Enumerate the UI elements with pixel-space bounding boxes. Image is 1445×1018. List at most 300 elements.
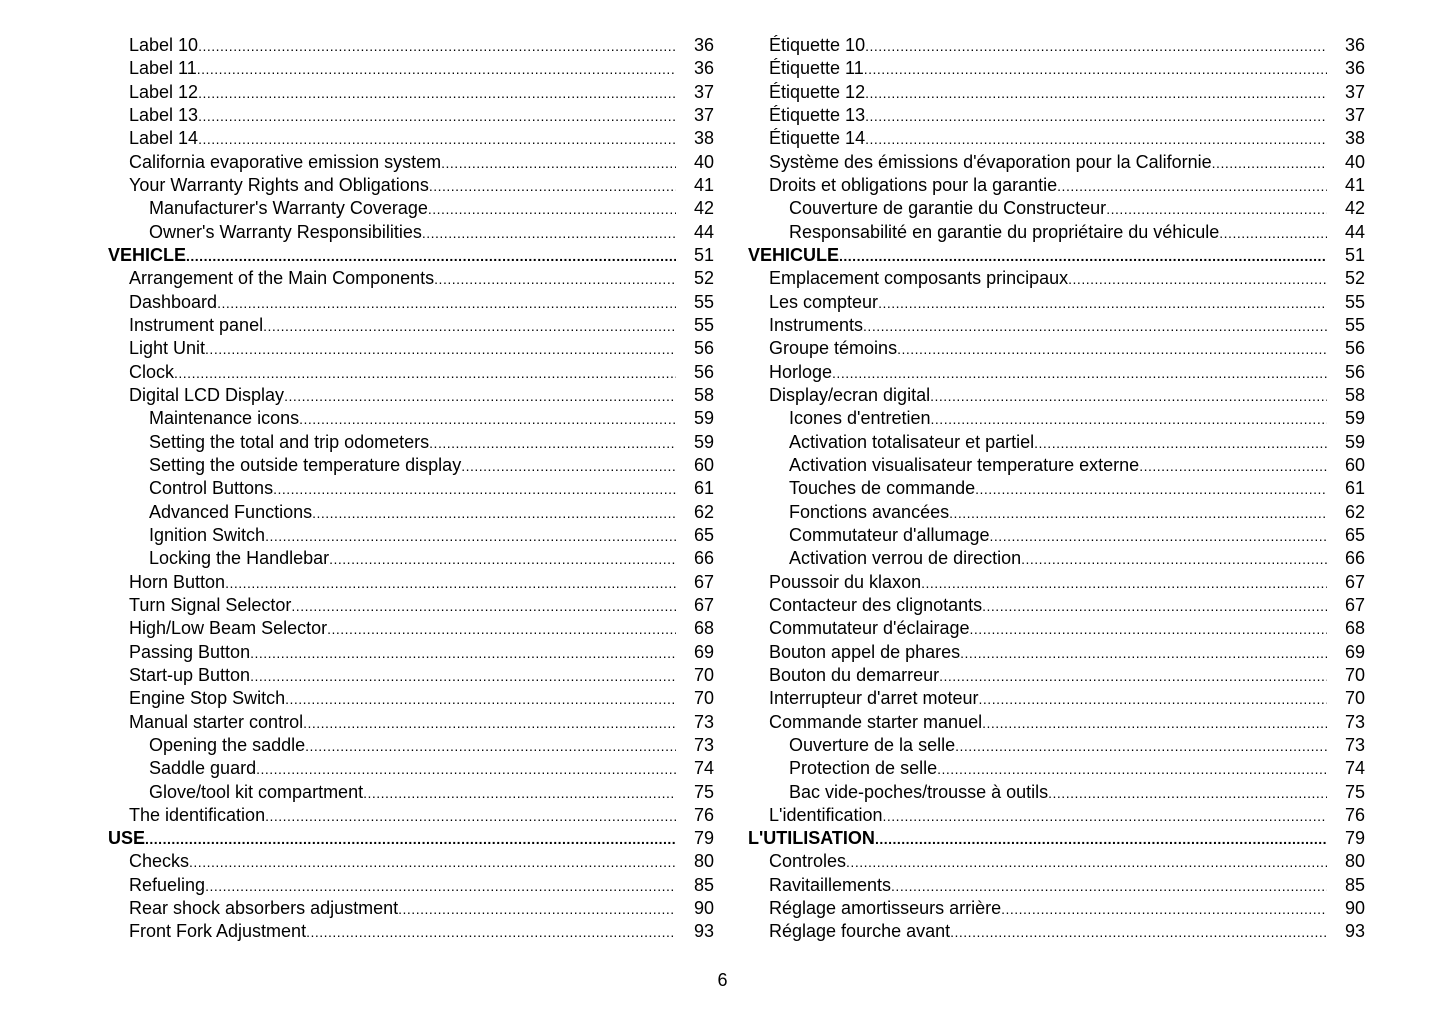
toc-entry [748, 874, 1365, 897]
toc-dot-leader [883, 805, 1327, 828]
toc-entry [748, 571, 1365, 594]
toc-dot-leader [921, 572, 1327, 595]
toc-entry-title: Locking the Handlebar [149, 548, 330, 569]
toc-dot-leader [429, 175, 676, 198]
toc-entry [748, 221, 1365, 244]
toc-entry-title: Label 14 [129, 128, 199, 149]
toc-entry-page: 85 [1344, 874, 1365, 895]
toc-entry [108, 524, 714, 547]
toc-entry [748, 337, 1365, 360]
toc-entry [108, 711, 714, 734]
toc-entry [748, 174, 1365, 197]
toc-entry-page: 61 [693, 478, 714, 499]
toc-entry [108, 337, 714, 360]
toc-dot-leader [273, 478, 676, 501]
toc-entry [108, 781, 714, 804]
toc-entry [108, 477, 714, 500]
toc-entry-page: 68 [693, 618, 714, 639]
toc-entry [108, 804, 714, 827]
toc-column-french [748, 34, 1365, 944]
toc-dot-leader [205, 338, 676, 361]
toc-entry-title: Bac vide-poches/trousse à outils [789, 781, 1049, 802]
toc-entry-title: Icones d'entretien [789, 408, 931, 429]
toc-entry-page: 65 [693, 524, 714, 545]
toc-dot-leader [955, 735, 1327, 758]
toc-entry-page: 70 [1344, 664, 1365, 685]
toc-dot-leader [865, 82, 1327, 105]
toc-entry-page: 74 [693, 758, 714, 779]
toc-entry-page: 58 [1344, 384, 1365, 405]
toc-entry [108, 174, 714, 197]
toc-entry-page: 75 [1344, 781, 1365, 802]
toc-entry-title: Label 10 [129, 35, 199, 55]
toc-entry [108, 314, 714, 337]
toc-dot-leader [865, 105, 1327, 128]
toc-dot-leader [250, 642, 676, 665]
toc-dot-leader [461, 455, 676, 478]
toc-entry-page: 55 [693, 291, 714, 312]
toc-entry [748, 81, 1365, 104]
toc-entry-title: Saddle guard [149, 758, 257, 779]
toc-entry-page: 56 [1344, 338, 1365, 359]
toc-entry-page: 51 [693, 244, 714, 265]
toc-entry [748, 850, 1365, 873]
toc-entry-title: Activation verrou de direction [789, 548, 1022, 569]
toc-entry-title: Étiquette 13 [769, 104, 866, 125]
toc-entry-page: 62 [1344, 501, 1365, 522]
toc-entry [748, 501, 1365, 524]
toc-column-english [108, 34, 714, 944]
toc-entry-title: Groupe témoins [769, 338, 898, 359]
toc-dot-leader [982, 595, 1327, 618]
toc-entry-page: 56 [693, 338, 714, 359]
toc-dot-leader [939, 665, 1327, 688]
toc-entry-title: Rear shock absorbers adjustment [129, 898, 399, 919]
toc-dot-leader [291, 595, 676, 618]
toc-entry-title: High/Low Beam Selector [129, 618, 328, 639]
toc-entry-title: Droits et obligations pour la garantie [769, 174, 1058, 195]
toc-entry [108, 850, 714, 873]
toc-dot-leader [265, 805, 676, 828]
toc-entry-title: Instrument panel [129, 314, 264, 335]
toc-entry [748, 407, 1365, 430]
toc-entry-page: 51 [1344, 244, 1365, 265]
toc-entry [748, 664, 1365, 687]
toc-entry [748, 524, 1365, 547]
toc-entry [108, 407, 714, 430]
toc-entry-title: Contacteur des clignotants [769, 594, 983, 615]
toc-dot-leader [1106, 198, 1327, 221]
toc-entry [108, 151, 714, 174]
toc-dot-leader [306, 921, 676, 944]
toc-dot-leader [284, 385, 676, 408]
toc-entry-page: 69 [693, 641, 714, 662]
toc-dot-leader [329, 548, 676, 571]
toc-entry-title: L'UTILISATION [748, 828, 875, 849]
toc-dot-leader [846, 851, 1327, 874]
toc-entry-page: 85 [693, 874, 714, 895]
toc-entry-page: 59 [1344, 431, 1365, 452]
toc-entry [108, 81, 714, 104]
toc-dot-leader [864, 58, 1327, 81]
toc-entry [108, 757, 714, 780]
toc-entry-title: Your Warranty Rights and Obligations [129, 174, 429, 195]
toc-entry-title: Protection de selle [789, 758, 938, 779]
toc-dot-leader [1068, 268, 1327, 291]
toc-entry [748, 711, 1365, 734]
toc-dot-leader [198, 105, 676, 128]
toc-dot-leader [979, 688, 1327, 711]
toc-entry-page: 90 [693, 898, 714, 919]
toc-entry-title: Étiquette 14 [769, 128, 866, 149]
toc-dot-leader [305, 735, 676, 758]
toc-dot-leader [312, 502, 676, 525]
toc-entry-title: Interrupteur d'arret moteur [769, 688, 979, 709]
toc-entry-title: Ravitaillements [769, 874, 892, 895]
toc-entry-title: Horloge [769, 361, 833, 382]
toc-entry-title: Setting the total and trip odometers [149, 431, 430, 452]
toc-entry-page: 70 [693, 664, 714, 685]
toc-dot-leader [428, 198, 676, 221]
toc-dot-leader [1034, 432, 1327, 455]
toc-entry-title: Arrangement of the Main Components [129, 268, 435, 289]
toc-entry [108, 617, 714, 640]
toc-section-heading [108, 827, 714, 850]
toc-entry-title: Turn Signal Selector [129, 594, 292, 615]
toc-entry [748, 104, 1365, 127]
toc-entry-page: 62 [693, 501, 714, 522]
toc-dot-leader [299, 408, 676, 431]
toc-entry [108, 664, 714, 687]
toc-entry-page: 60 [693, 454, 714, 475]
toc-entry-title: Dashboard [129, 291, 218, 312]
toc-dot-leader [1021, 548, 1327, 571]
toc-entry-page: 37 [1344, 81, 1365, 102]
toc-entry-title: Réglage fourche avant [769, 921, 951, 942]
toc-entry-page: 73 [693, 711, 714, 732]
toc-entry-title: Opening the saddle [149, 734, 306, 755]
toc-entry [108, 920, 714, 943]
toc-entry-page: 59 [693, 408, 714, 429]
toc-entry-page: 69 [1344, 641, 1365, 662]
toc-entry-page: 55 [1344, 314, 1365, 335]
toc-dot-leader [931, 408, 1327, 431]
toc-dot-leader [250, 665, 676, 688]
toc-entry-title: Ignition Switch [149, 524, 266, 545]
toc-section-heading [748, 244, 1365, 267]
toc-entry-page: 93 [693, 921, 714, 942]
toc-entry-page: 74 [1344, 758, 1365, 779]
toc-entry [108, 454, 714, 477]
toc-entry-page: 38 [693, 128, 714, 149]
toc-entry-title: Commutateur d'éclairage [769, 618, 970, 639]
toc-entry-title: Display/ecran digital [769, 384, 931, 405]
toc-entry-page: 67 [1344, 594, 1365, 615]
toc-entry-title: Instruments [769, 314, 864, 335]
toc-entry-title: Commande starter manuel [769, 711, 983, 732]
toc-dot-leader [949, 502, 1327, 525]
toc-entry [108, 197, 714, 220]
toc-dot-leader [937, 758, 1327, 781]
toc-entry [748, 431, 1365, 454]
toc-entry-title: Étiquette 12 [769, 81, 866, 102]
toc-entry [748, 897, 1365, 920]
toc-entry-title: Fonctions avancées [789, 501, 950, 522]
toc-entry-title: Start-up Button [129, 664, 251, 685]
toc-dot-leader [832, 362, 1327, 385]
toc-entry-title: Activation visualisateur temperature externe [789, 454, 1140, 475]
toc-entry-title: Engine Stop Switch [129, 688, 286, 709]
toc-entry-page: 52 [693, 268, 714, 289]
toc-entry [108, 57, 714, 80]
toc-entry-title: Front Fork Adjustment [129, 921, 307, 942]
toc-entry [748, 361, 1365, 384]
toc-entry-page: 76 [693, 804, 714, 825]
toc-entry [748, 687, 1365, 710]
toc-entry-title: Passing Button [129, 641, 251, 662]
toc-dot-leader [198, 128, 676, 151]
toc-entry-title: Couverture de garantie du Constructeur [789, 198, 1107, 219]
toc-entry [108, 547, 714, 570]
toc-entry-page: 36 [1344, 35, 1365, 55]
toc-dot-leader [875, 828, 1327, 851]
toc-dot-leader [839, 245, 1327, 268]
toc-dot-leader [422, 222, 676, 245]
toc-dot-leader [970, 618, 1327, 641]
toc-entry-page: 36 [693, 58, 714, 79]
toc-entry [748, 384, 1365, 407]
toc-entry-title: Advanced Functions [149, 501, 313, 522]
toc-entry-page: 37 [693, 81, 714, 102]
toc-entry-title: Horn Button [129, 571, 226, 592]
toc-dot-leader [865, 35, 1327, 58]
toc-entry-title: Réglage amortisseurs arrière [769, 898, 1002, 919]
toc-entry-title: Activation totalisateur et partiel [789, 431, 1035, 452]
toc-dot-leader [363, 782, 676, 805]
toc-entry [748, 127, 1365, 150]
toc-entry-page: 40 [1344, 151, 1365, 172]
toc-entry-title: Ouverture de la selle [789, 734, 956, 755]
toc-dot-leader [145, 828, 676, 851]
toc-entry [748, 197, 1365, 220]
toc-entry [108, 384, 714, 407]
page-number: 6 [717, 970, 728, 990]
toc-entry-title: Label 11 [129, 58, 197, 79]
toc-entry-title: Bouton appel de phares [769, 641, 961, 662]
toc-dot-leader [960, 642, 1327, 665]
toc-entry-title: Les compteur [769, 291, 879, 312]
toc-dot-leader [863, 315, 1327, 338]
toc-dot-leader [982, 712, 1327, 735]
toc-dot-leader [1048, 782, 1327, 805]
toc-entry-page: 36 [693, 35, 714, 55]
toc-dot-leader [256, 758, 676, 781]
toc-entry-title: Controles [769, 851, 847, 872]
toc-entry [108, 221, 714, 244]
toc-entry-page: 66 [1344, 548, 1365, 569]
toc-entry-title: Refueling [129, 874, 206, 895]
toc-entry [108, 641, 714, 664]
toc-entry [108, 267, 714, 290]
toc-entry [748, 781, 1365, 804]
toc-entry-title: Control Buttons [149, 478, 274, 499]
toc-entry-title: Maintenance icons [149, 408, 300, 429]
toc-entry-page: 41 [1344, 174, 1365, 195]
toc-dot-leader [1212, 152, 1327, 175]
toc-section-heading [748, 827, 1365, 850]
toc-dot-leader [198, 82, 676, 105]
toc-entry [108, 594, 714, 617]
toc-entry-page: 52 [1344, 268, 1365, 289]
toc-entry-page: 67 [693, 571, 714, 592]
toc-entry [108, 874, 714, 897]
toc-entry-page: 70 [1344, 688, 1365, 709]
toc-entry [748, 34, 1365, 57]
toc-entry-page: 56 [1344, 361, 1365, 382]
toc-dot-leader [263, 315, 676, 338]
toc-entry-page: 42 [693, 198, 714, 219]
toc-dot-leader [398, 898, 676, 921]
toc-dot-leader [186, 245, 676, 268]
toc-entry-title: Label 12 [129, 81, 199, 102]
toc-entry-title: The identification [129, 804, 266, 825]
toc-entry [108, 734, 714, 757]
toc-entry [108, 897, 714, 920]
toc-entry-page: 67 [693, 594, 714, 615]
toc-entry [108, 571, 714, 594]
toc-entry-title: Setting the outside temperature display [149, 454, 462, 475]
toc-entry-page: 55 [693, 314, 714, 335]
toc-entry [108, 291, 714, 314]
toc-entry [748, 57, 1365, 80]
toc-entry-page: 41 [693, 174, 714, 195]
toc-entry-title: California evaporative emission system [129, 151, 442, 172]
toc-entry-page: 90 [1344, 898, 1365, 919]
toc-dot-leader [441, 152, 676, 175]
toc-entry [108, 34, 714, 57]
toc-entry-title: Responsabilité en garantie du propriétaire du véhicule [789, 221, 1220, 242]
toc-dot-leader [1219, 222, 1327, 245]
toc-dot-leader [217, 292, 676, 315]
toc-entry-title: Emplacement composants principaux [769, 268, 1069, 289]
toc-entry [108, 501, 714, 524]
toc-dot-leader [975, 478, 1327, 501]
toc-entry-page: 66 [693, 548, 714, 569]
toc-entry [748, 641, 1365, 664]
toc-entry [108, 687, 714, 710]
toc-dot-leader [189, 851, 676, 874]
toc-entry [748, 454, 1365, 477]
toc-entry-page: 70 [693, 688, 714, 709]
toc-entry-page: 60 [1344, 454, 1365, 475]
toc-entry-page: 76 [1344, 804, 1365, 825]
toc-entry [748, 291, 1365, 314]
toc-dot-leader [174, 362, 676, 385]
toc-entry-title: Système des émissions d'évaporation pour la Californie [769, 151, 1212, 172]
toc-dot-leader [225, 572, 676, 595]
toc-dot-leader [990, 525, 1327, 548]
toc-entry-page: 44 [1344, 221, 1365, 242]
toc-dot-leader [197, 58, 676, 81]
toc-entry [748, 920, 1365, 943]
toc-entry-page: 55 [1344, 291, 1365, 312]
toc-entry [748, 314, 1365, 337]
toc-entry-page: 80 [1344, 851, 1365, 872]
toc-entry-title: L'identification [769, 804, 883, 825]
toc-entry-page: 37 [1344, 104, 1365, 125]
toc-entry-page: 44 [693, 221, 714, 242]
toc-entry-title: Bouton du demarreur [769, 664, 940, 685]
toc-entry-page: 68 [1344, 618, 1365, 639]
toc-entry [748, 734, 1365, 757]
toc-entry-title: Checks [129, 851, 190, 872]
toc-dot-leader [1057, 175, 1327, 198]
toc-entry [748, 757, 1365, 780]
toc-entry [108, 431, 714, 454]
toc-entry-title: Glove/tool kit compartment [149, 781, 364, 802]
toc-entry [748, 594, 1365, 617]
toc-entry-title: Étiquette 10 [769, 35, 866, 55]
toc-dot-leader [327, 618, 676, 641]
toc-dot-leader [285, 688, 676, 711]
toc-entry-title: Manual starter control [129, 711, 304, 732]
toc-dot-leader [198, 35, 676, 58]
toc-entry-title: Poussoir du klaxon [769, 571, 922, 592]
toc-entry-page: 73 [1344, 734, 1365, 755]
toc-entry [108, 104, 714, 127]
toc-dot-leader [865, 128, 1327, 151]
toc-entry-page: 93 [1344, 921, 1365, 942]
toc-entry-page: 58 [693, 384, 714, 405]
toc-entry-page: 73 [693, 734, 714, 755]
toc-entry-title: VEHICULE [748, 244, 840, 265]
toc-entry-title: VEHICLE [108, 244, 187, 265]
toc-section-heading [108, 244, 714, 267]
toc-entry-title: Light Unit [129, 338, 206, 359]
toc-entry-title: Owner's Warranty Responsibilities [149, 221, 422, 242]
toc-entry-title: Label 13 [129, 104, 199, 125]
toc-entry-page: 59 [693, 431, 714, 452]
toc-entry-page: 56 [693, 361, 714, 382]
toc-entry [748, 477, 1365, 500]
toc-dot-leader [434, 268, 676, 291]
toc-entry-page: 67 [1344, 571, 1365, 592]
toc-entry-page: 73 [1344, 711, 1365, 732]
toc-dot-leader [1001, 898, 1327, 921]
toc-dot-leader [1139, 455, 1327, 478]
toc-entry-page: 79 [693, 828, 714, 849]
toc-dot-leader [878, 292, 1327, 315]
toc-dot-leader [429, 432, 676, 455]
toc-entry-title: Étiquette 11 [769, 58, 864, 79]
toc-entry [748, 151, 1365, 174]
toc-entry [748, 617, 1365, 640]
toc-entry-title: Clock [129, 361, 175, 382]
toc-entry-title: Commutateur d'allumage [789, 524, 990, 545]
toc-entry [748, 267, 1365, 290]
toc-entry-title: USE [108, 828, 146, 849]
toc-entry-title: Digital LCD Display [129, 384, 285, 405]
toc-entry [108, 127, 714, 150]
toc-entry [108, 361, 714, 384]
toc-dot-leader [205, 875, 676, 898]
toc-dot-leader [897, 338, 1327, 361]
toc-entry-page: 37 [693, 104, 714, 125]
toc-entry-page: 59 [1344, 408, 1365, 429]
toc-entry-page: 75 [693, 781, 714, 802]
toc-dot-leader [950, 921, 1327, 944]
toc-entry-page: 40 [693, 151, 714, 172]
